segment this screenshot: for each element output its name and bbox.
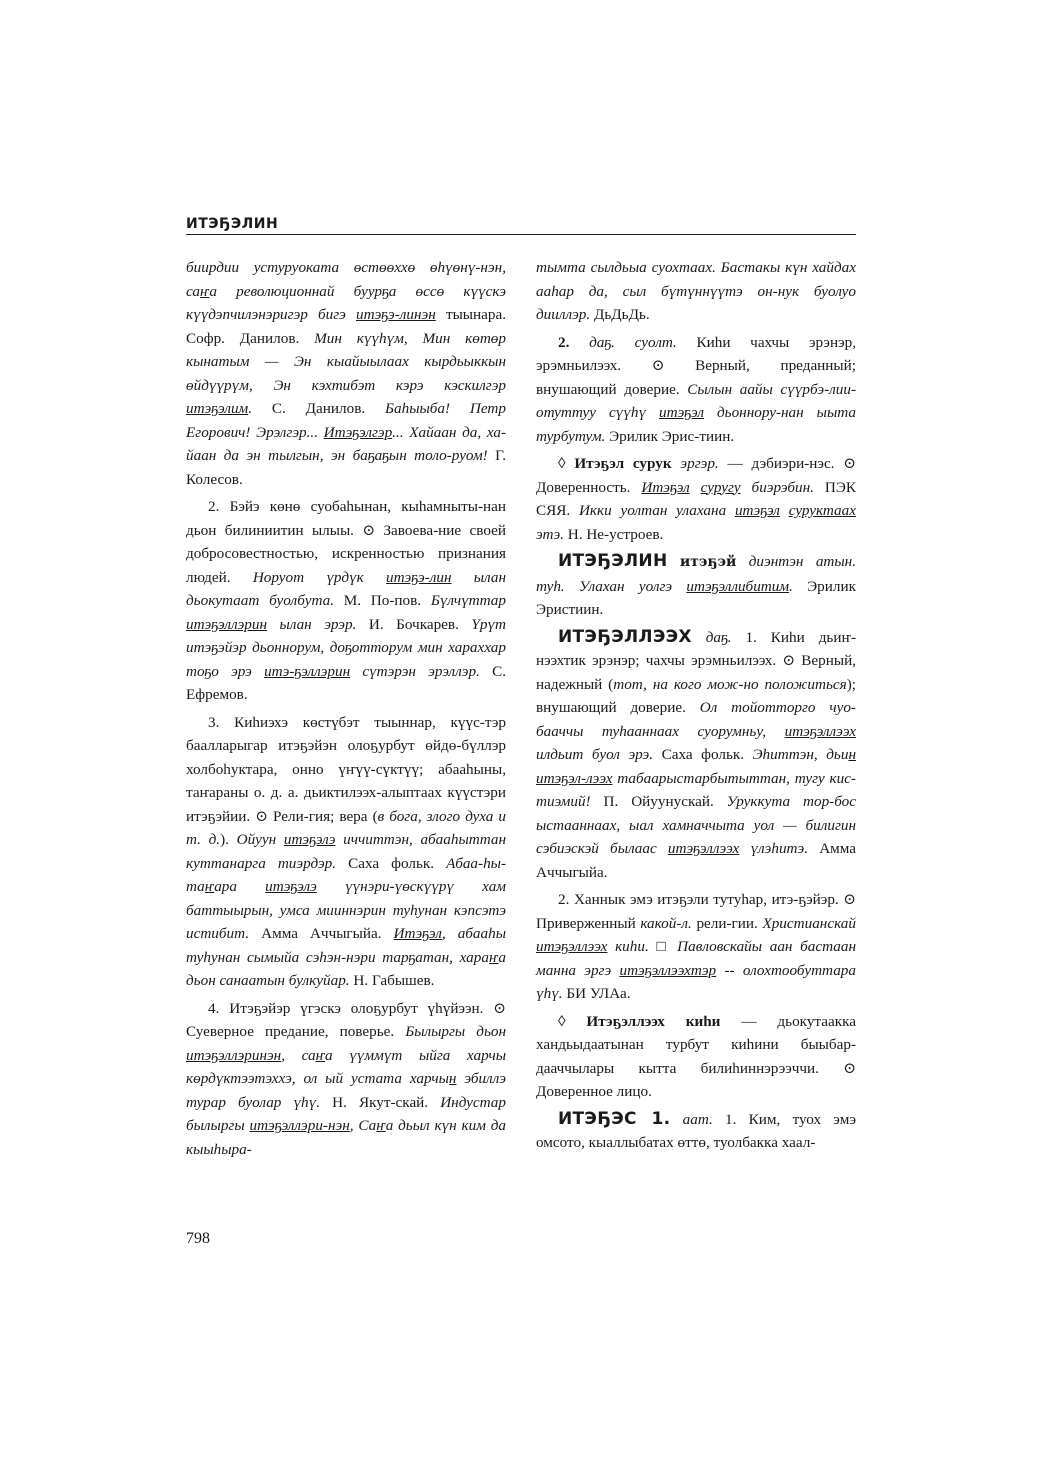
page-number: 798 [186, 1230, 210, 1247]
running-header [186, 206, 856, 235]
entry-paragraph: 2. Ханнык эмэ итэҕэли тутуһар, итэ-ҕэйэр. ⊙ Приверженный какой-л. рели-гии. Христианскай итэҕэллээх киһи. □ Павловскайы аан бастаан манна эргэ итэҕэллээхтэр -- олохтообуттара үһү. БИ УЛАа. [536, 891, 856, 1002]
two-column-body [186, 256, 856, 1161]
entry-paragraph: тымта сылдьыа суохтаах. Бастакы күн хайдах ааһар да, сыл бүтүннүүтэ он-нук буолуо дииллэр. ДьДьДь. [536, 259, 856, 323]
entry-paragraph: 2. даҕ. суолт. Киһи чахчы эрэнэр, эрэмньилээх. ⊙ Верный, преданный; внушающий доверие. Сылын аайы сүүрбэ-лии-отуттуу сүүһү итэҕэл дьоннору-нан ыыта турбутум. Эрилик Эрис-тиин. [536, 333, 856, 445]
entry-paragraph: ◊ Итэҕэллээх киһи — дьокутаакка хандьыдаатынан турбут киһини быыбар-дааччылары кытта билиһиннэрээччи. ⊙ Доверенное лицо. [536, 1012, 856, 1100]
entry-paragraph: ИТЭҔЭС 1. аат. 1. Ким, туох эмэ омсото, кыаллыбатах өттө, туолбакка хаал- [536, 1108, 857, 1151]
header-title: ИТЭҔЭЛИН [186, 216, 279, 232]
dictionary-page [186, 206, 857, 1158]
entry-paragraph: ИТЭҔЭЛЛЭЭХ даҕ. 1. Киһи дьиҥ-нээхтик эрэнэр; чахчы эрэмньилээх. ⊙ Верный, надежный (тот, на кого мож-но положиться); внушающий доверие. Ол тойотторго чуо-бааччы туһааннаах суорумньу, итэҕэллээх илдьит буол эрэ. Саха фольк. Эһиттэн, дьин итэҕэл-лээх табаарыстарбытыттан, тугу кис-тиэмий! П. Ойуунускай. Уруккута тор-бос ыстааннаах, ыал хамначчыта уол — билигин сэбиэскэй былаас итэҕэллээх үлэһитэ. Амма Аччыгыйа. [536, 626, 857, 881]
entry-paragraph: 2. Бэйэ көнө суобаһынан, кыһамныты-нан дьон билиниитин ылыы. ⊙ Завоева-ние своей добросовестностью, искренностью признания людей. Норуот үрдүк итэҕэ-лин ылан дьокутаат буолбута. М. По-пов. Бүлчүттар итэҕэллэрин ылан эрэр. И. Бочкарев. Үрүт итэҕэйэр дьоннорум, доҕотторум мин хараххар тоҕо эрэ итэ-ҕэллэрин сүтэрэн эрэллэр. С. Ефремов. [186, 498, 506, 703]
entry-paragraph: биирдии устуруоката өстөөххө өһүөнү-нэн, саҥа революционнай буурҕа өссө күүскэ күүдэпчилэнэригэр бигэ итэҕэ-линэн тыынара. Софр. Данилов. Мин күүһүм, Мин көтөр кынатым — Эн кыайыылаах кырдьыккын өйдүүрүм, Эн кэхтибэт кэрэ кэскилгэр итэҕэлим. С. Данилов. Баһыыба! Петр Егорович! Эрэлгэр... Итэҕэлгэр... Хайаан да, ха-йаан да эн тылгын, эн баҕаҕын толо-руом! Г. Колесов. [186, 259, 507, 488]
entry-paragraph: ИТЭҔЭЛИН итэҕэй диэнтэн атын. туһ. Улахан уолгэ итэҕэллибитим. Эрилик Эристиин. [536, 551, 856, 618]
left-column [186, 256, 506, 1161]
entry-paragraph: 4. Итэҕэйэр үгэскэ олоҕурбут үһүйээн. ⊙ Суеверное предание, поверье. Былыргы дьон итэҕэллэринэн, саҥа үүммүт ыйга харчы көрдүктээтэххэ, ол ый устата харчын эбиллэ турар буолар үһү. Н. Якут-скай. Индустар былыргы итэҕэллэри-нэн, Саҥа дьыл күн ким да кыыһыра- [186, 999, 507, 1158]
right-column [536, 256, 856, 1161]
entry-paragraph: 3. Киһиэхэ көстүбэт тыыннар, күүс-тэр баалларыгар итэҕэйэн олоҕурбут өйдө-бүллэр холбоһуктара, онно үҥүү-сүктүү; абааһыны, таҥараны о. д. а. дьиктилээх-алыптаах күүстэри итэҕэйии. ⊙ Рели-гия; вера (в бога, злого духа и т. д.). Ойуун итэҕэлэ иччиттэн, абааһыттан куттанарга тиэрдэр. Саха фольк. Абаа-һы-таҥара итэҕэлэ үүнэри-үөскүүрү хам баттыырын, умса мииннэрин туһунан кэпсэтэ истибит. Амма Аччыгыйа. Итэҕэл, абааһы туһунан сымыйа сэһэн-нэри тарҕатан, хараҥа дьон санаатын булкуйар. Н. Габышев. [186, 713, 507, 989]
entry-paragraph: ◊ Итэҕэл сурук эргэр. — дэбиэри-нэс. ⊙ Доверенность. Итэҕэл суругу биэрэбин. ПЭК СЯЯ. Икки уолтан улахана итэҕэл суруктаах этэ. Н. Не-устроев. [536, 455, 856, 543]
